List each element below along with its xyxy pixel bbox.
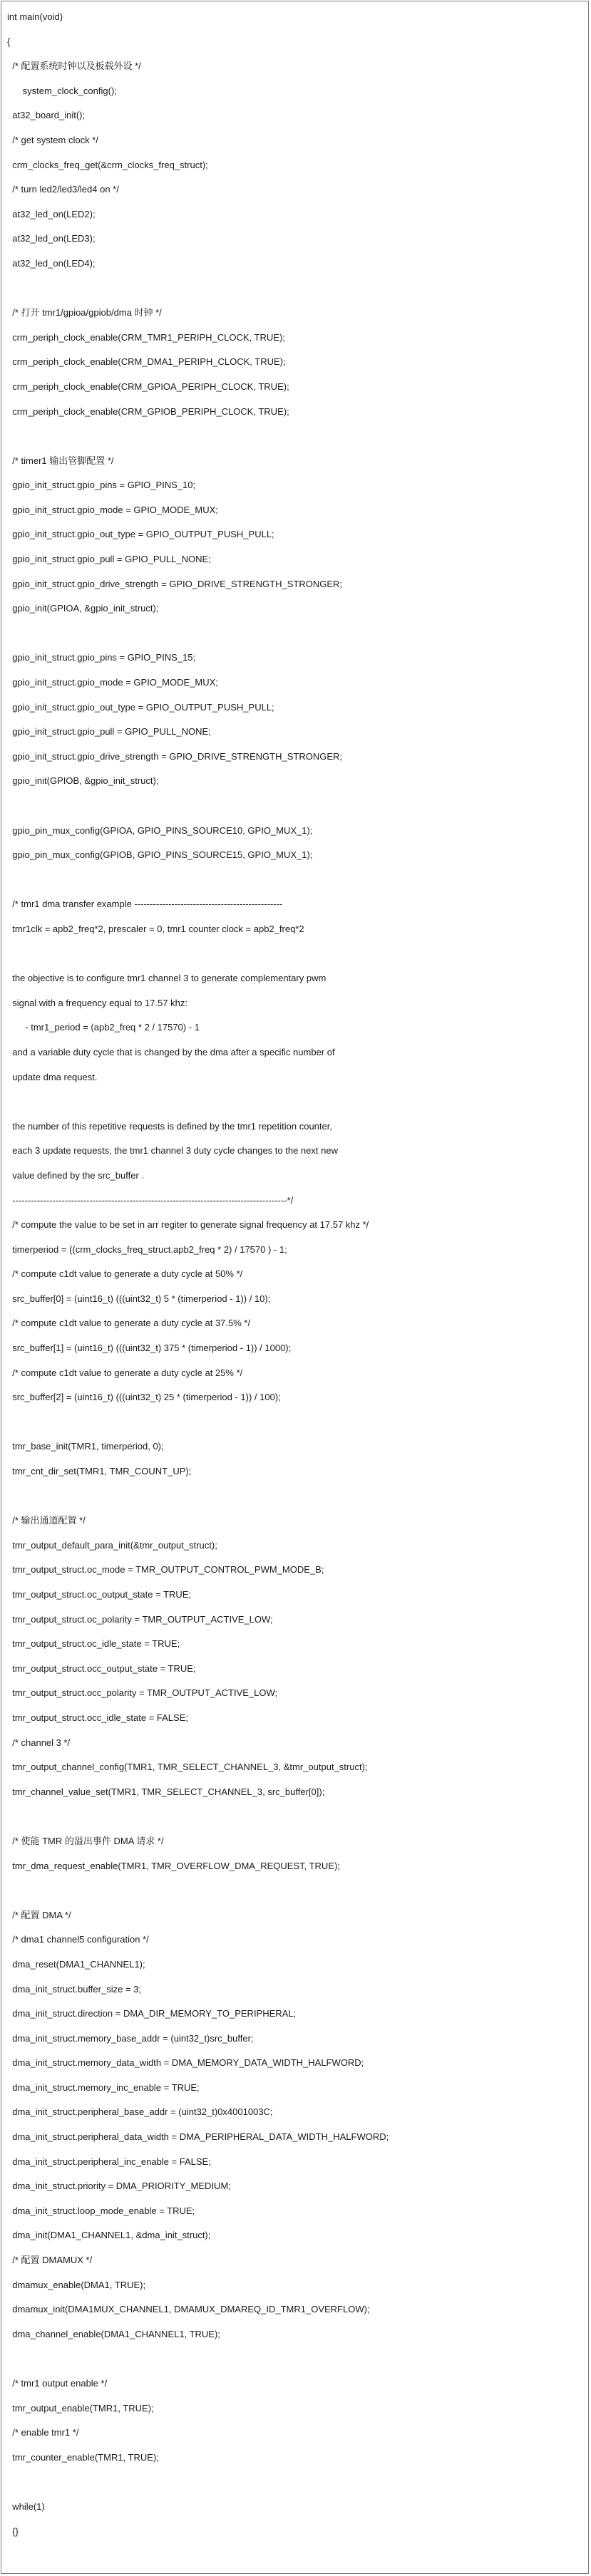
code-line: /* timer1 输出管脚配置 */ bbox=[7, 455, 114, 466]
code-line: each 3 update requests, the tmr1 channel 3 duty cycle changes to the next new bbox=[7, 1145, 338, 1157]
code-line: gpio_init_struct.gpio_pins = GPIO_PINS_10; bbox=[7, 480, 196, 491]
code-line: dma_init_struct.memory_base_addr = (uint32_t)src_buffer; bbox=[7, 2032, 254, 2044]
code-line: gpio_pin_mux_config(GPIOA, GPIO_PINS_SOURCE10, GPIO_MUX_1); bbox=[7, 824, 313, 836]
code-line: /* get system clock */ bbox=[7, 134, 98, 145]
code-line: tmr_cnt_dir_set(TMR1, TMR_COUNT_UP); bbox=[7, 1466, 192, 1477]
code-line: dma_init_struct.priority = DMA_PRIORITY_MEDIUM; bbox=[7, 2181, 231, 2192]
code-line: tmr_base_init(TMR1, timerperiod, 0); bbox=[7, 1441, 164, 1452]
code-line: at32_led_on(LED4); bbox=[7, 257, 96, 269]
code-line bbox=[7, 2470, 586, 2495]
code-line: /* compute c1dt value to generate a duty cycle at 25% */ bbox=[7, 1367, 243, 1378]
code-line: dma_init_struct.memory_inc_enable = TRUE; bbox=[7, 2081, 200, 2093]
code-line: gpio_init(GPIOB, &gpio_init_struct); bbox=[7, 775, 159, 787]
code-line: dma_init_struct.loop_mode_enable = TRUE; bbox=[7, 2205, 195, 2216]
code-line: dma_init_struct.peripheral_inc_enable = FALSE; bbox=[7, 2156, 211, 2167]
code-line bbox=[7, 2347, 586, 2371]
code-line: dmamux_init(DMA1MUX_CHANNEL1, DMAMUX_DMAREQ_ID_TMR1_OVERFLOW); bbox=[7, 2304, 370, 2315]
code-line: gpio_init_struct.gpio_pull = GPIO_PULL_NONE; bbox=[7, 726, 211, 738]
code-line: src_buffer[0] = (uint16_t) (((uint32_t) 5 * (timerperiod - 1)) / 10); bbox=[7, 1293, 271, 1304]
code-line: {} bbox=[7, 2525, 19, 2537]
code-line: tmr_output_default_para_init(&tmr_output_struct); bbox=[7, 1539, 217, 1551]
code-line: - tmr1_period = (apb2_freq * 2 / 17570) - 1 bbox=[7, 1022, 200, 1033]
code-line: tmr_output_enable(TMR1, TRUE); bbox=[7, 2402, 154, 2414]
code-line: the objective is to configure tmr1 channel 3 to generate complementary pwm bbox=[7, 973, 327, 984]
code-line: /* 配置 DMA */ bbox=[7, 1909, 71, 1920]
code-line: dma_init(DMA1_CHANNEL1, &dma_init_struct); bbox=[7, 2230, 211, 2241]
code-line: /* enable tmr1 */ bbox=[7, 2427, 79, 2438]
code-line: /* 输出通道配置 */ bbox=[7, 1515, 86, 1526]
code-line: tmr_output_struct.oc_polarity = TMR_OUTPUT_ACTIVE_LOW; bbox=[7, 1613, 273, 1625]
code-line: crm_clocks_freq_get(&crm_clocks_freq_struct); bbox=[7, 159, 208, 170]
code-line bbox=[7, 1090, 586, 1114]
code-line: crm_periph_clock_enable(CRM_DMA1_PERIPH_CLOCK, TRUE); bbox=[7, 356, 286, 368]
code-line: while(1) bbox=[7, 2500, 45, 2512]
code-line: at32_led_on(LED2); bbox=[7, 208, 96, 219]
code-line: dmamux_enable(DMA1, TRUE); bbox=[7, 2279, 146, 2290]
code-line bbox=[7, 276, 586, 301]
code-line: /* compute c1dt value to generate a duty cycle at 50% */ bbox=[7, 1268, 243, 1280]
code-line: /* channel 3 */ bbox=[7, 1737, 71, 1748]
code-line bbox=[7, 1410, 586, 1435]
code-line: crm_periph_clock_enable(CRM_GPIOB_PERIPH_CLOCK, TRUE); bbox=[7, 405, 289, 417]
code-line: int main(void) bbox=[7, 11, 63, 22]
code-line: tmr_output_struct.oc_mode = TMR_OUTPUT_CONTROL_PWM_MODE_B; bbox=[7, 1564, 324, 1576]
code-line: the number of this repetitive requests is defined by the tmr1 repetition counter, bbox=[7, 1120, 332, 1132]
code-line: /* dma1 channel5 configuration */ bbox=[7, 1934, 149, 1945]
code-line: system_clock_config(); bbox=[7, 85, 117, 96]
code-line: tmr_output_struct.occ_idle_state = FALSE; bbox=[7, 1712, 188, 1723]
code-line: tmr_output_struct.oc_output_state = TRUE; bbox=[7, 1589, 192, 1600]
code-line: gpio_init_struct.gpio_out_type = GPIO_OUTPUT_PUSH_PULL; bbox=[7, 701, 274, 713]
code-line: /* tmr1 dma transfer example ------------------------------------------------ bbox=[7, 899, 283, 910]
code-line: dma_init_struct.peripheral_data_width = DMA_PERIPHERAL_DATA_WIDTH_HALFWORD; bbox=[7, 2131, 389, 2143]
code-line: dma_reset(DMA1_CHANNEL1); bbox=[7, 1958, 145, 1970]
code-line: /* compute the value to be set in arr regiter to generate signal frequency at 17.57 khz */ bbox=[7, 1219, 369, 1231]
code-line: gpio_init_struct.gpio_mode = GPIO_MODE_MUX; bbox=[7, 504, 218, 515]
code-line: src_buffer[2] = (uint16_t) (((uint32_t) 25 * (timerperiod - 1)) / 100); bbox=[7, 1392, 281, 1403]
code-line: /* 配置 DMAMUX */ bbox=[7, 2255, 93, 2266]
code-line: tmr1clk = apb2_freq*2, prescaler = 0, tmr1 counter clock = apb2_freq*2 bbox=[7, 923, 304, 934]
code-line: src_buffer[1] = (uint16_t) (((uint32_t) 375 * (timerperiod - 1)) / 1000); bbox=[7, 1343, 292, 1354]
code-line: dma_init_struct.peripheral_base_addr = (uint32_t)0x4001003C; bbox=[7, 2106, 273, 2118]
code-line: gpio_pin_mux_config(GPIOB, GPIO_PINS_SOURCE15, GPIO_MUX_1); bbox=[7, 849, 313, 861]
code-line bbox=[7, 1804, 586, 1829]
code-line: gpio_init_struct.gpio_pins = GPIO_PINS_15; bbox=[7, 652, 196, 663]
code-line: crm_periph_clock_enable(CRM_TMR1_PERIPH_CLOCK, TRUE); bbox=[7, 331, 285, 343]
code-line: dma_init_struct.direction = DMA_DIR_MEMORY_TO_PERIPHERAL; bbox=[7, 2008, 297, 2019]
code-line bbox=[7, 424, 586, 449]
code-line bbox=[7, 1484, 586, 1509]
code-line: tmr_counter_enable(TMR1, TRUE); bbox=[7, 2451, 159, 2463]
code-line: /* compute c1dt value to generate a duty cycle at 37.5% */ bbox=[7, 1318, 251, 1329]
code-line: at32_board_init(); bbox=[7, 110, 86, 121]
code-line: /* tmr1 output enable */ bbox=[7, 2378, 108, 2389]
code-line: tmr_output_struct.oc_idle_state = TRUE; bbox=[7, 1638, 180, 1650]
code-line bbox=[7, 868, 586, 893]
code-block-frame bbox=[1, 1, 589, 2574]
code-line: gpio_init_struct.gpio_drive_strength = GPIO_DRIVE_STRENGTH_STRONGER; bbox=[7, 578, 342, 589]
code-line: /* 使能 TMR 的溢出事件 DMA 请求 */ bbox=[7, 1835, 164, 1846]
code-line: signal with a frequency equal to 17.57 khz: bbox=[7, 997, 187, 1008]
code-line: gpio_init(GPIOA, &gpio_init_struct); bbox=[7, 603, 159, 614]
code-line: value defined by the src_buffer . bbox=[7, 1169, 144, 1181]
code-line bbox=[7, 1878, 586, 1903]
code-line: { bbox=[7, 36, 11, 47]
code-line bbox=[7, 794, 586, 819]
code-line: timerperiod = ((crm_clocks_freq_struct.apb2_freq * 2) / 17570 ) - 1; bbox=[7, 1243, 287, 1255]
code-line: tmr_output_struct.occ_polarity = TMR_OUTPUT_ACTIVE_LOW; bbox=[7, 1687, 278, 1699]
code-line: dma_init_struct.buffer_size = 3; bbox=[7, 1983, 141, 1995]
code-line: tmr_channel_value_set(TMR1, TMR_SELECT_CHANNEL_3, src_buffer[0]); bbox=[7, 1786, 325, 1797]
code-line: dma_channel_enable(DMA1_CHANNEL1, TRUE); bbox=[7, 2328, 220, 2339]
code-line: /* 打开 tmr1/gpioa/gpiob/dma 时钟 */ bbox=[7, 307, 162, 319]
code-line: at32_led_on(LED3); bbox=[7, 233, 96, 244]
code-line bbox=[7, 942, 586, 967]
code-line: /* 配置系统时钟以及板载外设 */ bbox=[7, 61, 141, 72]
code-listing bbox=[7, 5, 586, 2544]
code-line: update dma request. bbox=[7, 1071, 98, 1082]
code-line: dma_init_struct.memory_data_width = DMA_MEMORY_DATA_WIDTH_HALFWORD; bbox=[7, 2057, 364, 2069]
code-line: tmr_output_channel_config(TMR1, TMR_SELECT_CHANNEL_3, &tmr_output_struct); bbox=[7, 1762, 368, 1773]
code-line: tmr_dma_request_enable(TMR1, TMR_OVERFLOW_DMA_REQUEST, TRUE); bbox=[7, 1860, 340, 1871]
code-line: gpio_init_struct.gpio_mode = GPIO_MODE_MUX; bbox=[7, 677, 218, 688]
code-line: gpio_init_struct.gpio_drive_strength = GPIO_DRIVE_STRENGTH_STRONGER; bbox=[7, 750, 342, 762]
code-line: gpio_init_struct.gpio_pull = GPIO_PULL_NONE; bbox=[7, 554, 211, 565]
code-line: gpio_init_struct.gpio_out_type = GPIO_OUTPUT_PUSH_PULL; bbox=[7, 529, 274, 540]
code-line: -----------------------------------------------------------------------------------------*/ bbox=[7, 1194, 294, 1206]
code-line: tmr_output_struct.occ_output_state = TRUE; bbox=[7, 1662, 196, 1674]
code-line: /* turn led2/led3/led4 on */ bbox=[7, 184, 119, 195]
code-line bbox=[7, 621, 586, 646]
code-line: crm_periph_clock_enable(CRM_GPIOA_PERIPH_CLOCK, TRUE); bbox=[7, 381, 289, 392]
code-line: and a variable duty cycle that is changed by the dma after a specific number of bbox=[7, 1046, 335, 1057]
